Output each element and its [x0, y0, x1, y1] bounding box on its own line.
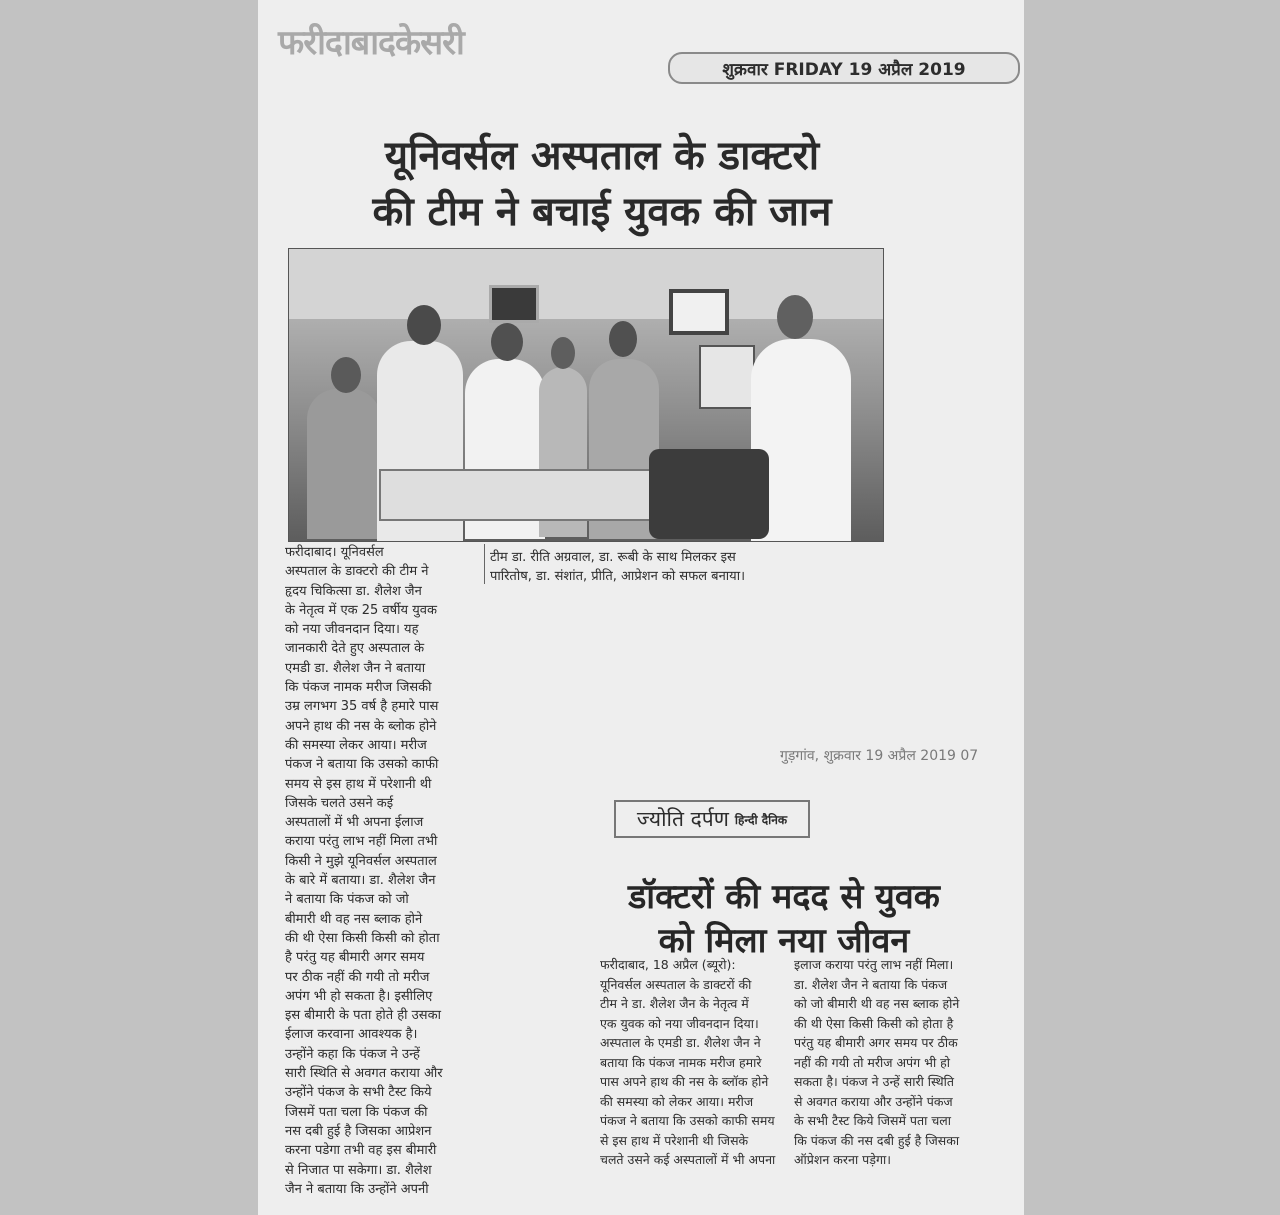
article-body-line: अस्पताल के डाक्टरो की टीम ने [285, 564, 429, 580]
article-body-line: है परंतु यह बीमारी अगर समय [285, 950, 425, 966]
newspaper-subtitle: हिन्दी दैनिक [734, 812, 788, 827]
article2-col2-line: के सभी टैस्ट किये जिसमें पता चला [794, 1113, 952, 1128]
photo-caption-line-2: पारितोष, डा. संशांत, प्रीति, आप्रेशन को सफल बनाया। [490, 569, 746, 584]
article2-col2-line: डा. शैलेश जैन ने बताया कि पंकज [794, 976, 948, 992]
article-body-line: सारी स्थिति से अवगत कराया और [285, 1066, 443, 1082]
article-body-line: जानकारी देते हुए अस्पताल के [285, 641, 425, 657]
article2-col2-line: को जो बीमारी थी वह नस ब्लाक होने [794, 996, 960, 1011]
article2-col1-line: यूनिवर्सल अस्पताल के डाक्टरों की [600, 976, 752, 992]
article-body-line: इस बीमारी के पता होते ही उसका [285, 1008, 441, 1024]
issue-date: शुक्रवार FRIDAY 19 अप्रैल 2019 [668, 52, 1020, 84]
article-body-line: किसी ने मुझे यूनिवर्सल अस्पताल [285, 853, 437, 869]
article-body-line: जैन ने बताया कि उन्होंने अपनी [285, 1181, 429, 1197]
article2-col1-line: अस्पताल के एमडी डा. शैलेश जैन ने [600, 1035, 761, 1050]
newspaper-name: ज्योति दर्पण [636, 807, 729, 831]
article-body-line: जिसके चलते उसने कई [285, 795, 394, 811]
article-body-line: बीमारी थी वह नस ब्लाक होने [285, 911, 423, 927]
dateline-2: गुड़गांव, शुक्रवार 19 अप्रैल 2019 07 [780, 748, 979, 764]
article2-col1-line: पंकज ने बताया कि उसको काफी समय [600, 1113, 775, 1128]
photo-caption-line-1: टीम डा. रीति अग्रवाल, डा. रूबी के साथ मिलकर इस [490, 550, 736, 565]
article2-col1-line: फरीदाबाद, 18 अप्रैल (ब्यूरो): [600, 957, 736, 972]
article2-col2-line: परंतु यह बीमारी अगर समय पर ठीक [794, 1035, 958, 1050]
article2-col1-line: टीम ने डा. शैलेश जैन के नेतृत्व में [600, 996, 749, 1011]
article-body-line: उम्र लगभग 35 वर्ष है हमारे पास [285, 699, 439, 715]
article-body-line: से निजात पा सकेगा। डा. शैलेश [285, 1162, 432, 1178]
article2-column-1 [600, 955, 788, 1170]
column-divider [484, 544, 485, 584]
article-body-line: फरीदाबाद। यूनिवर्सल [285, 545, 384, 560]
article-body-line: हृदय चिकित्सा डा. शैलेश जैन [285, 583, 422, 599]
article-body-line: की थी ऐसा किसी किसी को होता [285, 930, 440, 946]
hospital-team-photo [288, 248, 884, 542]
article2-col2-line: नहीं की गयी तो मरीज अपंग भी हो [794, 1054, 951, 1070]
article-body-line: ने बताया कि पंकज को जो [285, 892, 409, 908]
article-body-line: पंकज ने बताया कि उसको काफी [285, 757, 439, 773]
article-body-line: के बारे में बताया। डा. शैलेश जैन [285, 873, 436, 889]
headline-line-2: की टीम ने बचाई युवक की जान [372, 189, 832, 235]
article-body-line: अपने हाथ की नस के ब्लोक होने [285, 718, 437, 734]
headline-line-1: यूनिवर्सल अस्पताल के डाक्टरो [384, 133, 820, 179]
article-body-line: एमडी डा. शैलेश जैन ने बताया [285, 660, 426, 676]
headline2-line-2: को मिला नया जीवन [658, 921, 910, 961]
article-body-line: नस दबी हुई है जिसका आप्रेशन [285, 1123, 432, 1139]
article-body-line: कराया परंतु लाभ नहीं मिला तभी [285, 834, 438, 850]
article2-col1-line: एक युवक को नया जीवनदान दिया। [600, 1015, 759, 1031]
article2-col2-line: कि पंकज की नस दबी हुई है जिसका [794, 1132, 960, 1148]
article2-col1-line: की समस्या को लेकर आया। मरीज [600, 1093, 754, 1109]
article2-col2-line: की थी ऐसा किसी किसी को होता है [794, 1015, 954, 1031]
article2-col1-line: से इस हाथ में परेशानी थी जिसके [600, 1132, 749, 1148]
article-body-line: समय से इस हाथ में परेशानी थी [285, 776, 432, 792]
article2-col1-line: बताया कि पंकज नामक मरीज हमारे [600, 1054, 762, 1070]
article2-col2-line: ऑप्रेशन करना पड़ेगा। [794, 1152, 891, 1167]
article-body-line: की समस्या लेकर आया। मरीज [285, 737, 427, 753]
article-body-line: को नया जीवनदान दिया। यह [285, 622, 419, 638]
article-body-column [285, 543, 477, 1199]
article-body-line: अपंग भी हो सकता है। इसीलिए [285, 988, 433, 1004]
article-body-line: उन्होंने पंकज के सभी टैस्ट किये [285, 1085, 432, 1101]
article-body-line: के नेतृत्व में एक 25 वर्षीय युवक [285, 602, 437, 618]
headline2-line-1: डॉक्टरों की मदद से युवक [628, 877, 940, 917]
article2-col1-line: चलते उसने कई अस्पतालों में भी अपना [600, 1152, 776, 1167]
article-body-line: उन्होंने कहा कि पंकज ने उन्हें [285, 1046, 420, 1062]
article2-col2-line: से अवगत कराया और उन्होंने पंकज [794, 1093, 953, 1109]
article-body-line: जिसमें पता चला कि पंकज की [285, 1104, 428, 1120]
article-body-line: ईलाज करवाना आवश्यक है। [285, 1027, 418, 1043]
article2-col2-line: सकता है। पंकज ने उन्हें सारी स्थिति [794, 1074, 955, 1089]
article-body-line: अस्पतालों में भी अपना ईलाज [285, 815, 424, 831]
article-body-line: पर ठीक नहीं की गयी तो मरीज [285, 969, 430, 985]
newspaper-nameplate [614, 800, 810, 838]
article2-column-2 [794, 955, 970, 1170]
article-body-line: कि पंकज नामक मरीज जिसकी [285, 680, 432, 696]
masthead: फरीदाबादकेसरी [278, 23, 464, 63]
article2-col2-line: इलाज कराया परंतु लाभ नहीं मिला। [794, 957, 954, 972]
article2-col1-line: पास अपने हाथ की नस के ब्लॉक होने [600, 1074, 769, 1089]
article-body-line: करना पडेगा तभी वह इस बीमारी [285, 1143, 437, 1159]
